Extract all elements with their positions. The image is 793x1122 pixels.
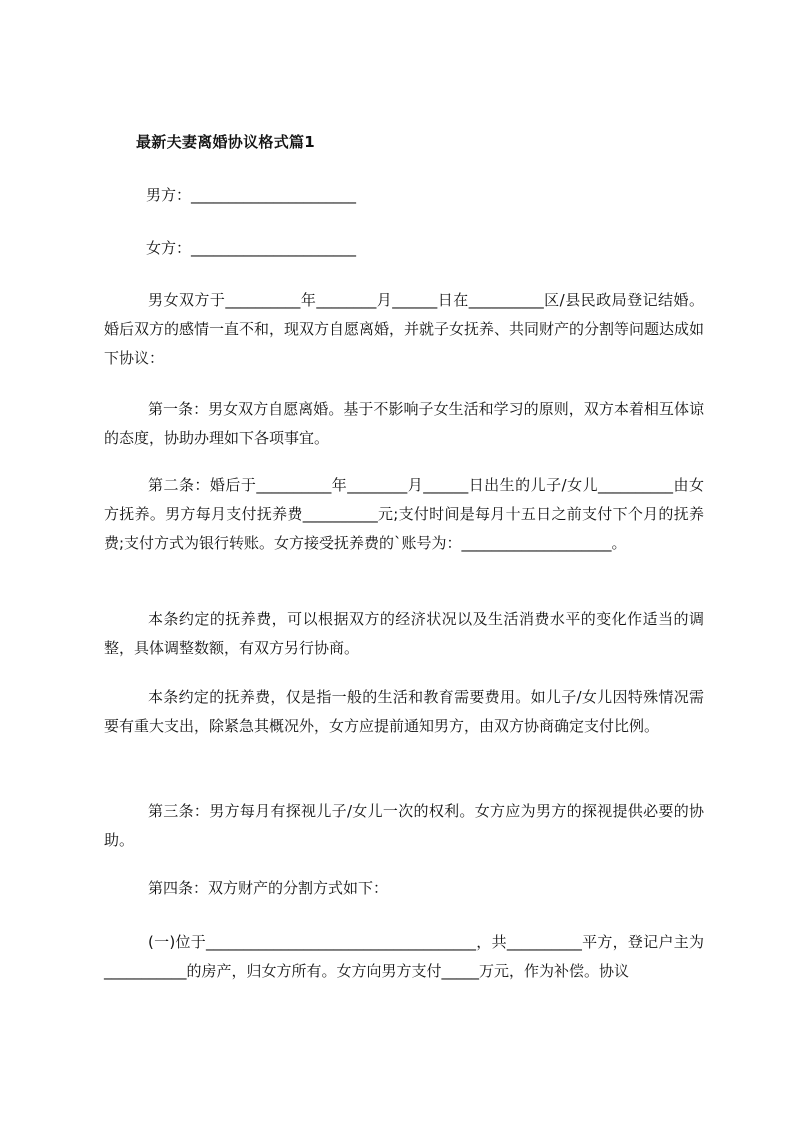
paragraph-support-adjustment: 本条约定的抚养费，可以根据双方的经济状况以及生活消费水平的变化作适当的调整，具体调整数额，有双方另行协商。: [104, 610, 704, 657]
paragraph-intro: 男女双方于__________年________月______日在__________区/县民政局登记结婚。婚后双方的感情一直不和，现双方自愿离婚，并就子女抚养、共同财产的分割等问题达成如下协议：: [104, 291, 705, 367]
male-party-line: 男方：______________________: [146, 186, 357, 204]
paragraph-property-1: (一)位于____________________________________，共__________平方，登记户主为___________的房产，归女方所有。女方向男方支付_____万元，作为补偿。协议: [104, 933, 704, 980]
female-party-line: 女方：______________________: [146, 239, 357, 257]
paragraph-article-4: 第四条：双方财产的分割方式如下：: [148, 879, 389, 897]
paragraph-article-2: 第二条：婚后于__________年________月______日出生的儿子/女儿__________由女方抚养。男方每月支付抚养费__________元;支付时间是每月十五日之前支付下个月的抚养费;支付方式为银行转账。女方接受抚养费的`账号为：____________________。: [104, 476, 704, 552]
paragraph-article-1: 第一条：男女双方自愿离婚。基于不影响子女生活和学习的原则，双方本着相互体谅的态度，协助办理如下各项事宜。: [104, 400, 704, 447]
paragraph-support-scope: 本条约定的抚养费，仅是指一般的生活和教育需要费用。如儿子/女儿因特殊情况需要有重大支出，除紧急其概况外，女方应提前通知男方，由双方协商确定支付比例。: [104, 688, 704, 735]
document-title: 最新夫妻离婚协议格式篇1: [136, 133, 316, 151]
paragraph-article-3: 第三条：男方每月有探视儿子/女儿一次的权利。女方应为男方的探视提供必要的协助。: [104, 802, 704, 849]
